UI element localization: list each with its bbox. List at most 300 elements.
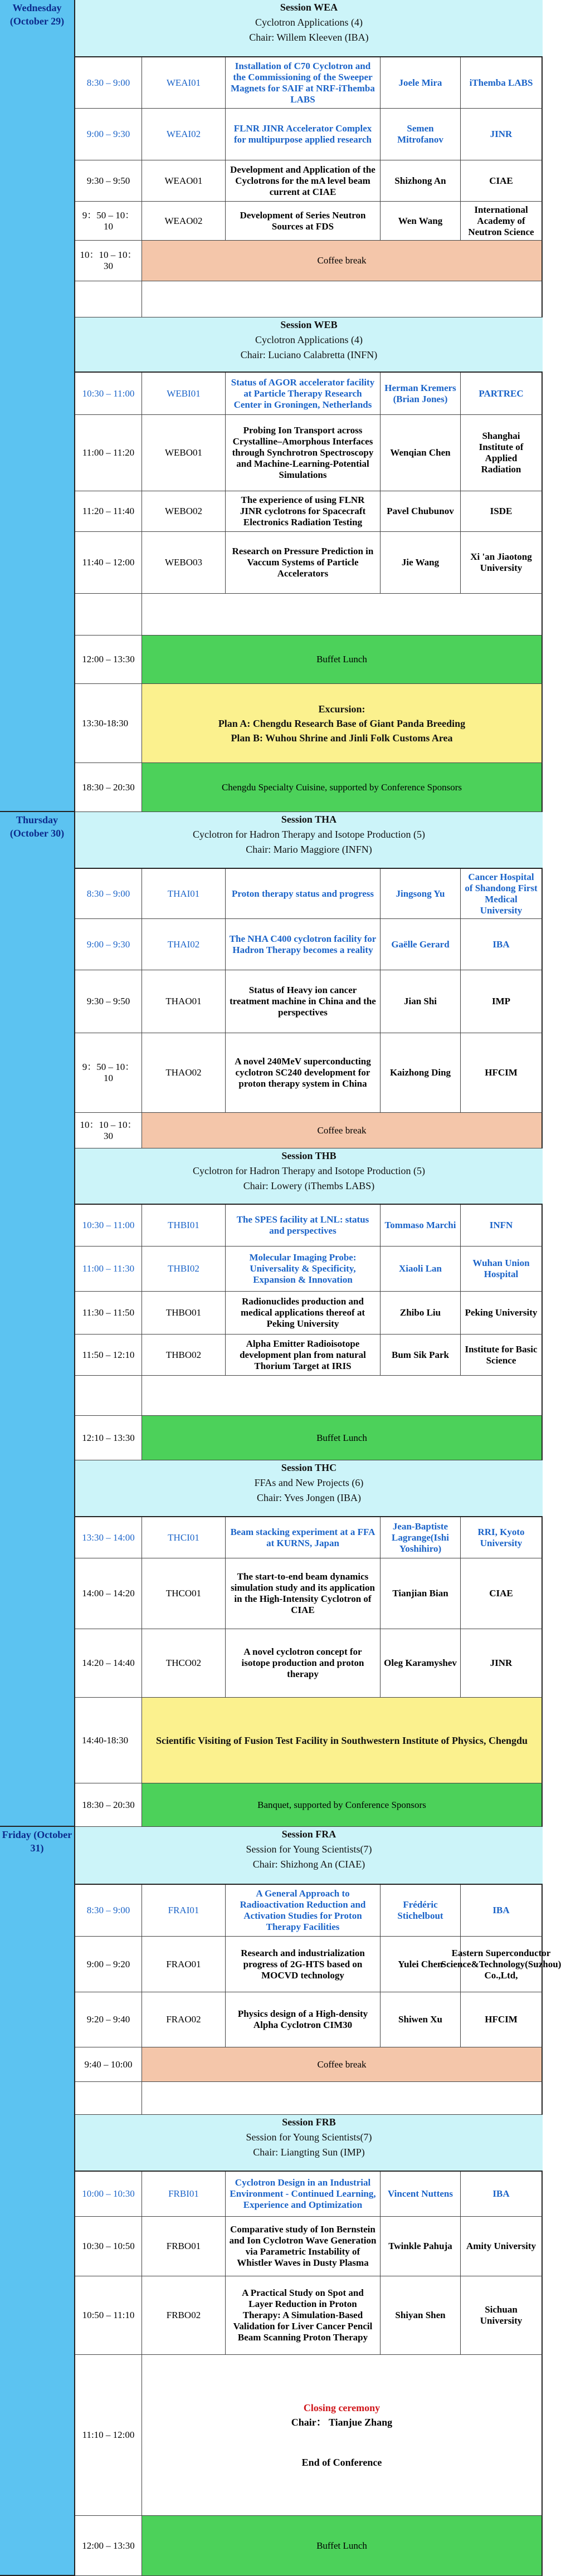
talk-time-text: 14:20 – 14:40 [82, 1658, 135, 1668]
day-label [0, 1827, 75, 2576]
meal-block [142, 636, 543, 684]
talk-code-text: FRBO01 [166, 2241, 201, 2251]
talk-speaker [380, 160, 461, 202]
talk-time-text: 9：50 – 10：10 [82, 1062, 135, 1083]
talk-affiliation [461, 109, 543, 160]
empty-cell [142, 2082, 543, 2115]
talk-time-text: 11:50 – 12:10 [82, 1349, 135, 1360]
talk-code[interactable] [142, 919, 226, 970]
talk-time-text: 8:30 – 9:00 [86, 77, 130, 88]
talk-speaker-text: Yulei Chen [398, 1958, 443, 1969]
talk-title-text: The NHA C400 cyclotron facility for Hadron Therapy becomes a reality [229, 933, 377, 955]
talk-title[interactable] [226, 532, 380, 594]
event-time [75, 2047, 142, 2082]
talk-code[interactable] [142, 491, 226, 532]
meal-block [142, 763, 543, 812]
event-label: Buffet Lunch [316, 654, 367, 664]
talk-affiliation-text: Eastern Superconductor Science&Technology(Suzhou) Co.,Ltd, [441, 1947, 561, 1981]
empty-time-cell [75, 1376, 142, 1416]
talk-speaker-text: Shizhong An [394, 175, 446, 186]
session-header [75, 1827, 543, 1885]
session-chair: Chair: Luciano Calabretta (INFN) [240, 349, 378, 360]
talk-affiliation [461, 373, 543, 415]
closing-end: End of Conference [301, 2457, 382, 2468]
talk-time [75, 919, 142, 970]
talk-title-text: Proton therapy status and progress [231, 888, 374, 899]
event-label: Chengdu Specialty Cuisine, supported by Conference Sponsors [221, 781, 462, 793]
talk-time-text: 11:00 – 11:20 [82, 447, 135, 458]
talk-speaker [380, 919, 461, 970]
session-title: Session THC [281, 1462, 337, 1473]
event-label: Coffee break [317, 1125, 367, 1136]
talk-affiliation [461, 57, 543, 109]
excursion-line: Excursion: [318, 703, 365, 715]
talk-code-text: THBI02 [168, 1263, 199, 1274]
talk-speaker-text: Tommaso Marchi [384, 1220, 456, 1230]
event-time-text: 18:30 – 20:30 [82, 781, 135, 793]
session-subtitle: Cyclotron for Hadron Therapy and Isotope Production (5) [192, 1165, 426, 1176]
talk-speaker [380, 1558, 461, 1629]
day-label-text: Wednesday (October 29) [9, 2, 65, 27]
talk-speaker-text: Wenqian Chen [390, 447, 451, 458]
talk-affiliation-text: iThemba LABS [469, 77, 533, 88]
talk-speaker [380, 532, 461, 594]
talk-title[interactable] [226, 160, 380, 202]
talk-title-text: Comparative study of Ion Bernstein and Ion Cyclotron Wave Generation via Parametric Instability of Whistler Waves in Dusty Plasma [229, 2224, 377, 2268]
event-time [75, 2516, 142, 2576]
event-time [75, 636, 142, 684]
talk-time-text: 9:00 – 9:30 [86, 938, 130, 950]
talk-title-text: Molecular Imaging Probe: Universality & Specificity, Expansion & Innovation [249, 1252, 357, 1285]
talk-speaker-text: Semen Mitrofanov [397, 123, 443, 145]
talk-title[interactable] [226, 1992, 380, 2047]
talk-code[interactable] [142, 2217, 226, 2276]
session-title: Session WEB [280, 319, 338, 330]
talk-code-text: WEAI01 [166, 77, 201, 88]
talk-title-text: A novel 240MeV superconducting cyclotron SC240 development for proton therapy system in China [235, 1056, 371, 1089]
talk-affiliation-text: Shanghai Institute of Applied Radiation [479, 431, 524, 475]
talk-code[interactable] [142, 532, 226, 594]
talk-time [75, 2217, 142, 2276]
session-title: Session FRA [281, 1829, 336, 1840]
talk-time [75, 1335, 142, 1376]
talk-affiliation [461, 1629, 543, 1698]
talk-code[interactable] [142, 1937, 226, 1992]
event-time [75, 763, 142, 812]
session-subtitle: Cyclotron Applications (4) [255, 17, 363, 28]
excursion-block [142, 1698, 543, 1783]
talk-code-text: THCO01 [165, 1588, 202, 1599]
event-time-text: 10：10 – 10：30 [80, 1119, 137, 1141]
talk-title[interactable] [226, 202, 380, 241]
talk-title[interactable] [226, 1885, 380, 1937]
event-label: Scientific Visiting of Fusion Test Facility in Southwestern Institute of Physics, Chengdu [155, 1734, 528, 1746]
talk-title[interactable] [226, 1937, 380, 1992]
talk-time-text: 11:30 – 11:50 [82, 1307, 135, 1318]
talk-title[interactable] [226, 1292, 380, 1335]
event-time-text: 13:30-18:30 [82, 717, 129, 729]
talk-speaker-text: Jie Wang [401, 557, 440, 568]
talk-time [75, 491, 142, 532]
talk-time-text: 9:00 – 9:30 [86, 129, 130, 139]
talk-affiliation-text: ISDE [490, 506, 513, 516]
talk-time [75, 869, 142, 919]
talk-affiliation-text: JINR [490, 129, 513, 139]
talk-code[interactable] [142, 1517, 226, 1558]
talk-affiliation-text: HFCIM [485, 1067, 518, 1078]
talk-title-text: A novel cyclotron concept for isotope production and proton therapy [241, 1646, 364, 1679]
talk-affiliation [441, 1937, 561, 1992]
session-chair: Chair: Lowery (iThembs LABS) [243, 1180, 375, 1191]
talk-title[interactable] [226, 491, 380, 532]
talk-time-text: 9：50 – 10：10 [82, 209, 135, 232]
event-time [75, 1783, 142, 1827]
talk-speaker [380, 1885, 461, 1937]
talk-affiliation [461, 532, 543, 594]
talk-affiliation-text: Wuhan Union Hospital [472, 1258, 530, 1279]
event-time-text: 14:40-18:30 [82, 1734, 129, 1746]
talk-code-text: WEBO01 [164, 447, 203, 458]
talk-title-text: A Practical Study on Spot and Layer Reduction in Proton Therapy: A Simulation-Based Validation for Liver Cancer Pencil Beam Scanning Proton Therapy [233, 2287, 373, 2343]
talk-code[interactable] [142, 1885, 226, 1937]
event-time-text: 12:00 – 13:30 [82, 2540, 135, 2551]
excursion-line: Plan A: Chengdu Research Base of Giant Panda Breeding [218, 717, 466, 729]
day-label-text: Thursday (October 30) [9, 814, 65, 839]
empty-time-cell [75, 2082, 142, 2115]
event-label: Coffee break [317, 2059, 367, 2070]
talk-code[interactable] [142, 1033, 226, 1113]
talk-speaker [380, 373, 461, 415]
talk-code[interactable] [142, 1629, 226, 1698]
talk-code-text: THBO02 [165, 1349, 202, 1360]
talk-code[interactable] [142, 373, 226, 415]
talk-time [75, 970, 142, 1033]
talk-title[interactable] [226, 1629, 380, 1698]
talk-affiliation-text: JINR [490, 1658, 513, 1668]
talk-speaker [380, 1205, 461, 1247]
talk-speaker [380, 2217, 461, 2276]
empty-cell [142, 281, 543, 317]
session-title: Session THA [281, 814, 337, 825]
talk-affiliation [461, 1292, 543, 1335]
talk-time-text: 14:00 – 14:20 [82, 1588, 135, 1599]
closing-chair: Chair： Tianjue Zhang [291, 2417, 393, 2428]
talk-code[interactable] [142, 109, 226, 160]
talk-affiliation [461, 1885, 543, 1937]
session-header [75, 812, 543, 869]
talk-time [75, 532, 142, 594]
event-time [75, 1416, 142, 1460]
session-subtitle: FFAs and New Projects (6) [254, 1477, 364, 1488]
talk-title-text: Development and Application of the Cyclotrons for the mA level beam current at CIAE [230, 164, 375, 197]
event-time-text: 11:10 – 12:00 [82, 2430, 135, 2440]
day-label-text: Friday (October 31) [2, 1829, 72, 1854]
talk-title[interactable] [226, 109, 380, 160]
empty-cell [142, 594, 543, 636]
talk-time-text: 8:30 – 9:00 [86, 888, 130, 899]
event-label: Coffee break [317, 255, 367, 266]
talk-code-text: THAI02 [167, 938, 200, 950]
talk-speaker [380, 1247, 461, 1292]
day-label [0, 812, 75, 1827]
talk-time [75, 57, 142, 109]
talk-speaker [380, 109, 461, 160]
talk-affiliation [461, 1558, 543, 1629]
talk-speaker-text: Pavel Chubunov [387, 506, 454, 516]
talk-time-text: 11:40 – 12:00 [82, 557, 135, 568]
talk-speaker [380, 1292, 461, 1335]
talk-code[interactable] [142, 1992, 226, 2047]
talk-code-text: WEBI01 [167, 388, 201, 399]
talk-affiliation-text: Sichuan University [480, 2304, 523, 2326]
session-header [75, 317, 543, 373]
talk-code-text: WEBO03 [164, 557, 203, 568]
talk-time [75, 1033, 142, 1113]
session-subtitle: Session for Young Scientists(7) [246, 2132, 372, 2143]
session-title: Session WEA [280, 2, 338, 13]
session-subtitle: Cyclotron for Hadron Therapy and Isotope Production (5) [192, 829, 426, 840]
talk-speaker-text: Frédéric Stichelbout [397, 1899, 443, 1921]
talk-speaker [380, 1629, 461, 1698]
talk-speaker [380, 869, 461, 919]
event-label: Buffet Lunch [316, 2540, 367, 2551]
talk-speaker [380, 2276, 461, 2355]
event-time-text: 9:40 – 10:00 [84, 2059, 133, 2070]
talk-code[interactable] [142, 869, 226, 919]
talk-code-text: THCI01 [168, 1532, 199, 1543]
meal-block [142, 1416, 543, 1460]
talk-title-text: The SPES facility at LNL: status and perspectives [236, 1214, 369, 1236]
talk-speaker-text: Jian Shi [403, 996, 437, 1006]
talk-affiliation [461, 1247, 543, 1292]
talk-code[interactable] [142, 57, 226, 109]
talk-code[interactable] [142, 1558, 226, 1629]
talk-time [75, 1517, 142, 1558]
talk-title[interactable] [226, 970, 380, 1033]
talk-speaker-text: Jean-Baptiste Lagrange(Ishi Yoshihiro) [392, 1521, 449, 1554]
talk-affiliation [461, 1992, 543, 2047]
talk-time-text: 11:20 – 11:40 [82, 506, 135, 516]
talk-code[interactable] [142, 202, 226, 241]
talk-affiliation [461, 1033, 543, 1113]
coffee-break [142, 1113, 543, 1148]
talk-speaker-text: Kaizhong Ding [389, 1067, 451, 1078]
talk-code[interactable] [142, 160, 226, 202]
session-chair: Chair: Willem Kleeven (IBA) [249, 32, 369, 43]
talk-affiliation [461, 1335, 543, 1376]
talk-code-text: WEAO01 [164, 175, 203, 186]
talk-title[interactable] [226, 373, 380, 415]
talk-code[interactable] [142, 2276, 226, 2355]
talk-title-text: Status of Heavy ion cancer treatment machine in China and the perspectives [230, 985, 376, 1018]
talk-speaker [380, 2172, 461, 2217]
session-header [75, 0, 543, 57]
session-title: Session FRB [282, 2116, 336, 2128]
talk-time [75, 1558, 142, 1629]
talk-affiliation-text: HFCIM [485, 2014, 518, 2025]
talk-title-text: The start-to-end beam dynamics simulation study and its application in the High-Intensity Cyclotron of CIAE [231, 1571, 375, 1615]
talk-affiliation [461, 491, 543, 532]
talk-affiliation-text: Institute for Basic Science [465, 1343, 538, 1366]
talk-affiliation-text: IBA [492, 938, 510, 950]
talk-code-text: THCO02 [165, 1658, 202, 1668]
talk-title[interactable] [226, 1247, 380, 1292]
talk-title[interactable] [226, 869, 380, 919]
event-time [75, 241, 142, 281]
event-time-text: 12:10 – 13:30 [82, 1432, 135, 1443]
talk-speaker-text: Wen Wang [398, 215, 443, 226]
talk-speaker-text: Zhibo Liu [399, 1307, 441, 1318]
talk-speaker-text: Herman Kremers (Brian Jones) [384, 382, 456, 404]
talk-speaker-text: Twinkle Pahuja [388, 2241, 452, 2251]
event-time-text: 18:30 – 20:30 [82, 1799, 135, 1810]
talk-title-text: Installation of C70 Cyclotron and the Commissioning of the Sweeper Magnets for SAIF at NRF-iThemba LABS [231, 60, 375, 105]
session-chair: Chair: Mario Maggiore (INFN) [246, 844, 372, 855]
talk-time [75, 109, 142, 160]
talk-code[interactable] [142, 1335, 226, 1376]
talk-time [75, 373, 142, 415]
talk-speaker [380, 202, 461, 241]
session-chair: Chair: Shizhong An (CIAE) [252, 1859, 365, 1870]
talk-affiliation-text: CIAE [489, 175, 513, 186]
talk-affiliation-text: IMP [491, 996, 511, 1006]
talk-speaker [380, 415, 461, 491]
talk-time-text: 10:30 – 11:00 [82, 388, 135, 399]
talk-speaker-text: Bum Sik Park [392, 1349, 449, 1360]
talk-code[interactable] [142, 1292, 226, 1335]
event-time [75, 1698, 142, 1783]
talk-affiliation [461, 919, 543, 970]
talk-code-text: THAO02 [165, 1067, 202, 1078]
talk-speaker [380, 1335, 461, 1376]
coffee-break [142, 241, 543, 281]
meal-block [142, 2516, 543, 2576]
event-label: Buffet Lunch [316, 1432, 367, 1443]
talk-title[interactable] [226, 2217, 380, 2276]
session-title: Session THB [281, 1150, 336, 1161]
talk-speaker-text: Xiaoli Lan [399, 1263, 442, 1274]
talk-title-text: Physics design of a High-density Alpha Cyclotron CIM30 [237, 2008, 368, 2030]
coffee-break [142, 2047, 543, 2082]
talk-affiliation-text: Cancer Hospital of Shandong First Medical University [465, 871, 538, 916]
talk-code[interactable] [142, 1205, 226, 1247]
talk-title-text: Status of AGOR accelerator facility at Particle Therapy Research Center in Groningen, Netherlands [231, 377, 375, 410]
talk-code-text: WEAO02 [164, 215, 203, 226]
talk-affiliation [461, 1517, 543, 1558]
talk-affiliation-text: INFN [489, 1220, 513, 1230]
talk-affiliation-text: Amity University [466, 2241, 536, 2251]
talk-code-text: FRAI01 [168, 1905, 199, 1915]
talk-time-text: 13:30 – 14:00 [82, 1532, 135, 1543]
talk-time [75, 415, 142, 491]
session-subtitle: Cyclotron Applications (4) [255, 334, 363, 345]
talk-code[interactable] [142, 415, 226, 491]
talk-time [75, 160, 142, 202]
talk-affiliation-text: Peking University [465, 1307, 538, 1318]
talk-affiliation [461, 2217, 543, 2276]
talk-speaker [380, 1517, 461, 1558]
talk-speaker [380, 970, 461, 1033]
talk-code-text: THBO01 [165, 1307, 202, 1318]
talk-time-text: 9:30 – 9:50 [86, 175, 130, 186]
talk-time [75, 1292, 142, 1335]
session-chair: Chair: Yves Jongen (IBA) [257, 1492, 361, 1503]
talk-affiliation [461, 2172, 543, 2217]
talk-title-text: Beam stacking experiment at a FFA at KURNS, Japan [230, 1526, 375, 1548]
talk-speaker-text: Tianjian Bian [392, 1588, 448, 1599]
talk-time-text: 9:30 – 9:50 [86, 996, 130, 1006]
event-time-text: 12:00 – 13:30 [82, 654, 135, 664]
talk-affiliation-text: PARTREC [479, 388, 524, 399]
talk-affiliation-text: IBA [492, 2188, 510, 2199]
talk-title[interactable] [226, 1335, 380, 1376]
talk-affiliation-text: CIAE [489, 1588, 513, 1599]
talk-code-text: FRAO01 [166, 1958, 201, 1969]
talk-title[interactable] [226, 415, 380, 491]
talk-code[interactable] [142, 2172, 226, 2217]
talk-title[interactable] [226, 57, 380, 109]
day-label [0, 0, 75, 812]
talk-title[interactable] [226, 919, 380, 970]
talk-code-text: THAI01 [167, 888, 200, 899]
talk-affiliation [461, 1205, 543, 1247]
talk-affiliation [461, 202, 543, 241]
talk-code-text: FRBO02 [166, 2310, 201, 2320]
empty-time-cell [75, 281, 142, 317]
talk-title[interactable] [226, 1517, 380, 1558]
talk-code-text: WEBO02 [164, 506, 203, 516]
event-label: Banquet, supported by Conference Sponsors [257, 1799, 426, 1810]
talk-title-text: Probing Ion Transport across Crystalline–Amorphous Interfaces through Synchrotron Spectroscopy and Machine-Learning-Potential Simulations [232, 425, 374, 480]
talk-title[interactable] [226, 2172, 380, 2217]
talk-time [75, 1992, 142, 2047]
session-header [75, 1460, 543, 1517]
talk-time-text: 10:50 – 11:10 [82, 2310, 135, 2320]
talk-title-text: A General Approach to Radioactivation Reduction and Activation Studies for Proton Therapy Facilities [240, 1888, 366, 1932]
talk-time-text: 9:00 – 9:20 [86, 1958, 130, 1969]
talk-time [75, 2172, 142, 2217]
talk-affiliation-text: IBA [492, 1905, 510, 1915]
talk-code-text: THAO01 [165, 996, 202, 1006]
talk-code-text: FRAO02 [166, 2014, 201, 2025]
talk-affiliation [461, 869, 543, 919]
talk-affiliation [461, 415, 543, 491]
talk-speaker-text: Jingsong Yu [396, 888, 445, 899]
talk-title[interactable] [226, 1033, 380, 1113]
talk-time-text: 10:00 – 10:30 [82, 2188, 135, 2199]
talk-code[interactable] [142, 1247, 226, 1292]
talk-title[interactable] [226, 1205, 380, 1247]
closing-title: Closing ceremony [303, 2402, 380, 2413]
talk-title-text: Development of Series Neutron Sources at FDS [240, 209, 366, 232]
talk-title-text: Alpha Emitter Radioisotope development plan from natural Thorium Target at IRIS [240, 1338, 366, 1371]
talk-time [75, 1937, 142, 1992]
session-header [75, 1148, 543, 1205]
talk-time-text: 8:30 – 9:00 [86, 1905, 130, 1915]
talk-affiliation [461, 2276, 543, 2355]
talk-speaker [380, 1992, 461, 2047]
talk-title[interactable] [226, 1558, 380, 1629]
talk-time [75, 1885, 142, 1937]
talk-time [75, 1629, 142, 1698]
meal-block [142, 1783, 543, 1827]
talk-title[interactable] [226, 2276, 380, 2355]
talk-code[interactable] [142, 970, 226, 1033]
excursion-line: Plan B: Wuhou Shrine and Jinli Folk Customs Area [231, 732, 453, 744]
excursion-block [142, 684, 543, 763]
talk-title-text: Research on Pressure Prediction in Vaccum Systems of Particle Accelerators [232, 546, 374, 579]
talk-time-text: 11:00 – 11:30 [82, 1263, 135, 1274]
